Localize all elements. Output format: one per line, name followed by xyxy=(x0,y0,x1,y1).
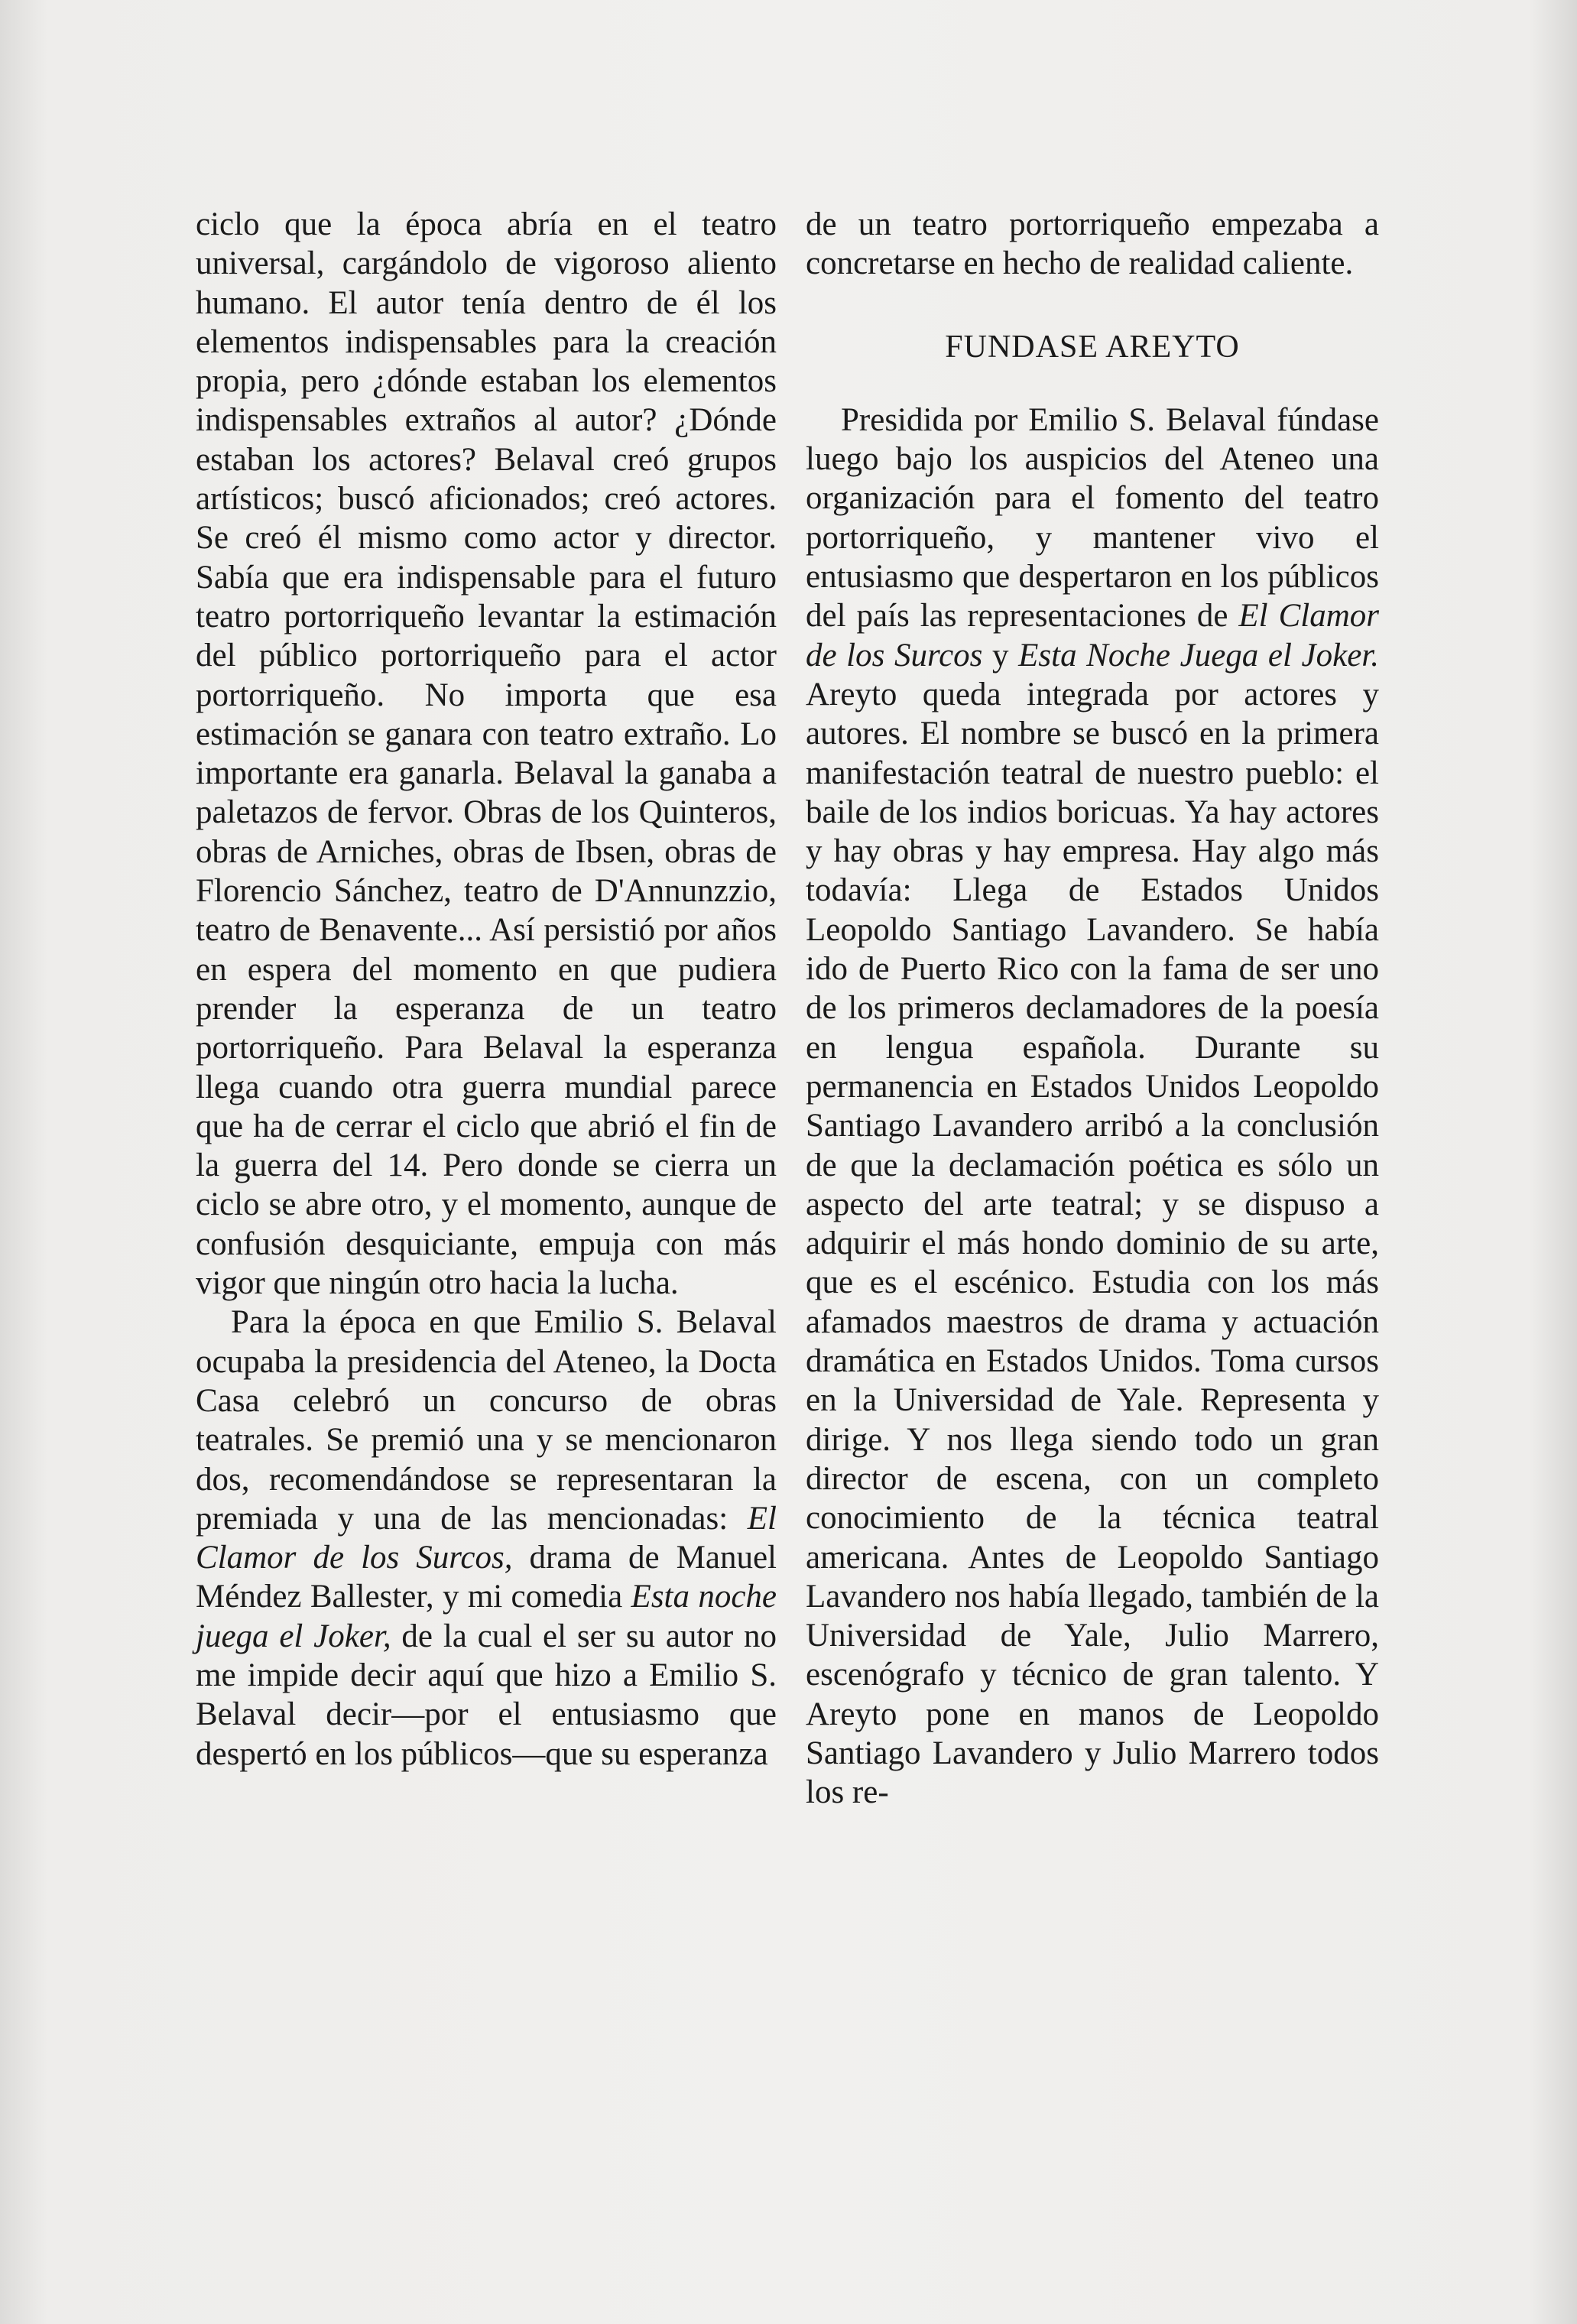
paragraph-2 xyxy=(196,1303,777,1774)
paragraph-1: ciclo que la época abría en el teatro universal, cargándolo de vigoroso aliento humano. El autor tenía dentro de él los elementos indispensables para la creación propia, pero ¿dónde estaban los elementos indispensables extraños al autor? ¿Dónde estaban los actores? Belaval creó grupos artísticos; buscó aficionados; creó actores. Se creó él mismo como actor y director. Sabía que era indispensable para el futuro teatro portorriqueño levantar la estimación del público portorriqueño para el actor portorriqueño. No importa que esa estimación se ganara con teatro extraño. Lo importante era ganarla. Belaval la ganaba a paletazos de fervor. Obras de los Quinteros, obras de Arniches, obras de Ibsen, obras de Florencio Sánchez, teatro de D'Annunzzio, teatro de Benavente... Así persistió por años en espera del momento en que pudiera prender la esperanza de un teatro portorriqueño. Para Belaval la esperanza llega cuando otra guerra mundial parece que ha de cerrar el ciclo que abrió el fin de la guerra del 14. Pero donde se cierra un ciclo se abre otro, y el momento, aunque de confusión desquiciante, empuja con más vigor que ningún otro hacia la lucha. xyxy=(196,206,777,1302)
paragraph-areyto xyxy=(806,401,1379,1813)
right-column xyxy=(806,205,1379,1813)
section-heading: FUNDASE AREYTO xyxy=(945,329,1240,365)
italic-title: Esta noche juega el Joker, xyxy=(196,1579,777,1654)
italic-title: Esta Noche Juega el Joker. xyxy=(1018,637,1379,674)
left-column xyxy=(196,205,777,1774)
paragraph-continued: de un teatro portorriqueño empezaba a concretarse en hecho de realidad caliente. xyxy=(806,206,1379,282)
text-span: y xyxy=(982,637,1019,674)
text-span: de la cual el ser su autor no me impide decir aquí que hizo a Emilio S. Belaval decir—por el entusiasmo que despertó en los públicos—que su esperanza xyxy=(196,1618,777,1772)
italic-title: El Clamor de los Surcos, xyxy=(196,1500,777,1576)
text-span: Para la época en que Emilio S. Belaval ocupaba la presidencia del Ateneo, la Docta Casa celebró un concurso de obras teatrales. Se premió una y se mencionaron dos, recomendándose se representaran la premiada y una de las mencionadas: xyxy=(196,1304,777,1537)
text-span: Areyto queda integrada por actores y autores. El nombre se buscó en la primera manifestación teatral de nuestro pueblo: el baile de los indios boricuas. Ya hay actores y hay obras y hay empresa. Hay algo más todavía: Llega de Estados Unidos Leopoldo Santiago Lavandero. Se había ido de Puerto Rico con la fama de ser uno de los primeros declamadores de la poesía en lengua española. Durante su permanencia en Estados Unidos Leopoldo Santiago Lavandero arribó a la conclusión de que la declamación poética es sólo un aspecto del arte teatral; y se dispuso a adquirir el más hondo dominio de su arte, que es el escénico. Estudia con los más afamados maestros de drama y actuación dramática en Estados Unidos. Toma cursos en la Universidad de Yale. Representa y dirige. Y nos llega siendo todo un gran director de escena, con un completo conocimiento de la técnica teatral americana. Antes de Leopoldo Santiago Lavandero nos había llegado, también de la Universidad de Yale, Julio Marrero, escenógrafo y técnico de gran talento. Y Areyto pone en manos de Leopoldo Santiago Lavandero y Julio Marrero todos los re- xyxy=(806,676,1379,1811)
italic-title: El Clamor de los Surcos xyxy=(806,598,1379,674)
text-span: drama de Manuel Méndez Ballester, y mi comedia xyxy=(196,1540,777,1615)
text-span: Presidida por Emilio S. Belaval fúndase luego bajo los auspicios del Ateneo una organización para el fomento del teatro portorriqueño, y mantener vivo el entusiasmo que despertaron en los públicos del país las representaciones de xyxy=(806,401,1379,635)
